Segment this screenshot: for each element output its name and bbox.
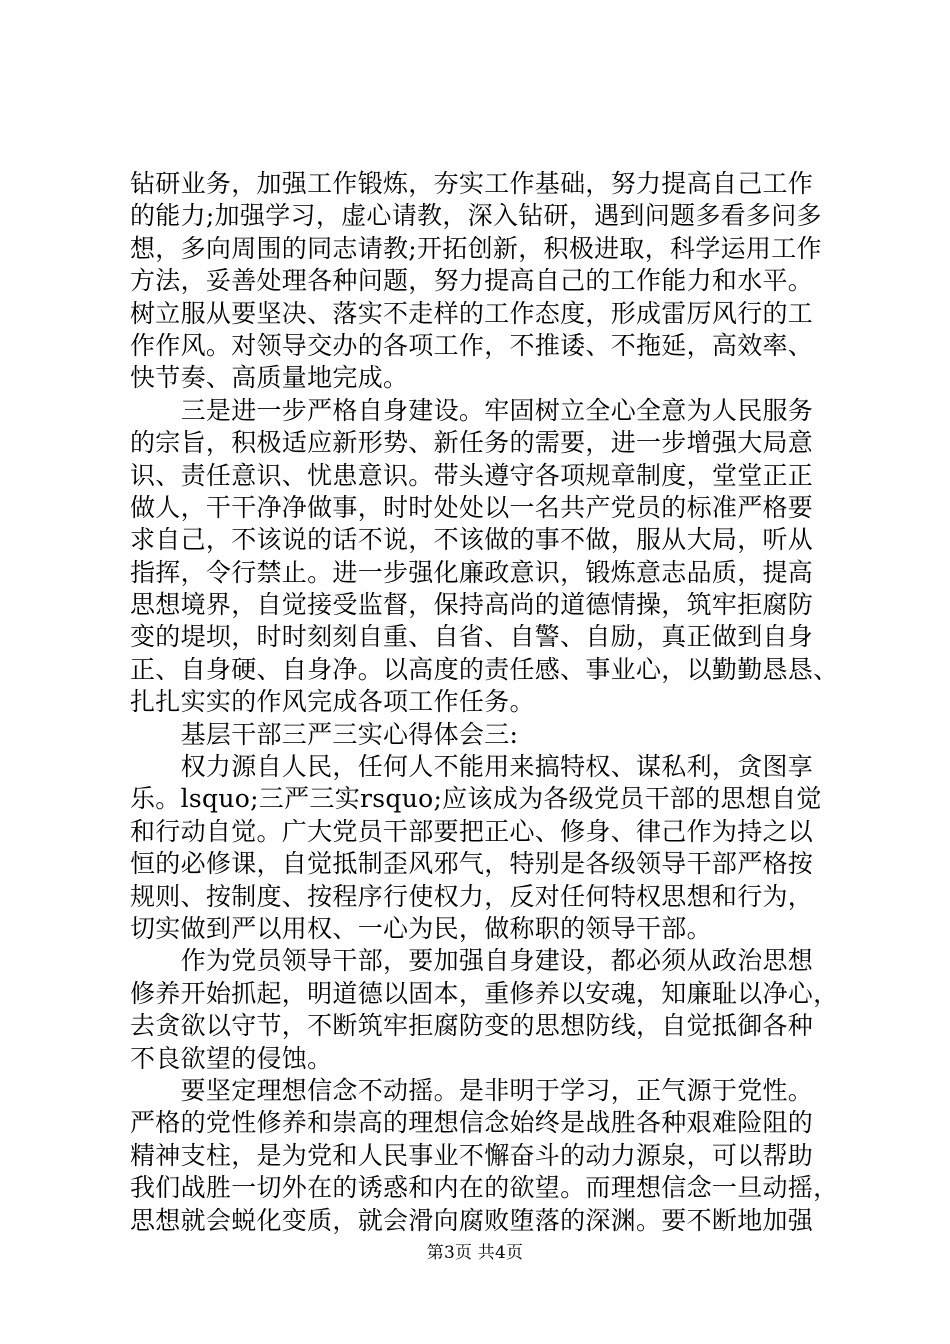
text-line: 不良欲望的侵蚀。	[130, 1043, 333, 1073]
text-line: 三是进一步严格自身建设。牢固树立全心全意为人民服务	[130, 395, 814, 425]
text-line: 去贪欲以守节，不断筑牢拒腐防变的思想防线，自觉抵御各种	[130, 1011, 814, 1041]
text-line: 我们战胜一切外在的诱惑和内在的欲望。而理想信念一旦动摇，	[130, 1173, 839, 1203]
text-line: 树立服从要坚决、落实不走样的工作态度，形成雷厉风行的工	[130, 298, 814, 328]
text-line: 作作风。对领导交办的各项工作，不推诿、不拖延，高效率、	[130, 330, 814, 360]
text-line: 指挥，令行禁止。进一步强化廉政意识，锻炼意志品质，提高	[130, 557, 814, 587]
text-line: 规则、按制度、按程序行使权力，反对任何特权思想和行为，	[130, 881, 814, 911]
text-line: 思想境界，自觉接受监督，保持高尚的道德情操，筑牢拒腐防	[130, 590, 814, 620]
text-line: 扎扎实实的作风完成各项工作任务。	[130, 687, 535, 717]
text-line: 做人，干干净净做事，时时处处以一名共产党员的标准严格要	[130, 492, 814, 522]
text-line: 快节奏、高质量地完成。	[130, 363, 409, 393]
text-line: 方法，妥善处理各种问题，努力提高自己的工作能力和水平。	[130, 266, 814, 296]
text-line: 权力源自人民，任何人不能用来搞特权、谋私利，贪图享	[130, 752, 814, 782]
text-line: 精神支柱，是为党和人民事业不懈奋斗的动力源泉，可以帮助	[130, 1140, 814, 1170]
text-line: 的能力;加强学习，虚心请教，深入钻研，遇到问题多看多问多	[130, 201, 822, 231]
text-line: 的宗旨，积极适应新形势、新任务的需要，进一步增强大局意	[130, 428, 814, 458]
text-line: 求自己，不该说的话不说，不该做的事不做，服从大局，听从	[130, 525, 814, 555]
page-footer: 第3页 共4页	[426, 1243, 524, 1263]
text-line: 正、自身硬、自身净。以高度的责任感、事业心，以勤勤恳恳、	[130, 654, 839, 684]
text-line: 想，多向周围的同志请教;开拓创新，积极进取，科学运用工作	[130, 233, 822, 263]
text-line: 切实做到严以用权、一心为民，做称职的领导干部。	[130, 913, 712, 943]
text-line: 乐。lsquo;三严三实rsquo;应该成为各级党员干部的思想自觉	[130, 784, 822, 814]
document-body	[130, 168, 839, 1237]
text-line: 严格的党性修养和崇高的理想信念始终是战胜各种艰难险阻的	[130, 1108, 814, 1138]
text-line: 恒的必修课，自觉抵制歪风邪气，特别是各级领导干部严格按	[130, 849, 814, 879]
text-line: 变的堤坝，时时刻刻自重、自省、自警、自励，真正做到自身	[130, 622, 814, 652]
text-line: 钻研业务，加强工作锻炼，夯实工作基础，努力提高自己工作	[130, 169, 814, 198]
section-heading: 基层干部三严三实心得体会三:	[130, 719, 519, 749]
text-line: 要坚定理想信念不动摇。是非明于学习，正气源于党性。	[130, 1075, 814, 1105]
text-line: 修养开始抓起，明道德以固本，重修养以安魂，知廉耻以净心，	[130, 978, 839, 1008]
text-line: 识、责任意识、忧患意识。带头遵守各项规章制度，堂堂正正	[130, 460, 814, 490]
text-line: 作为党员领导干部，要加强自身建设，都必须从政治思想	[130, 946, 814, 976]
text-line: 和行动自觉。广大党员干部要把正心、修身、律己作为持之以	[130, 816, 814, 846]
text-line: 思想就会蜕化变质，就会滑向腐败堕落的深渊。要不断地加强	[130, 1205, 814, 1235]
